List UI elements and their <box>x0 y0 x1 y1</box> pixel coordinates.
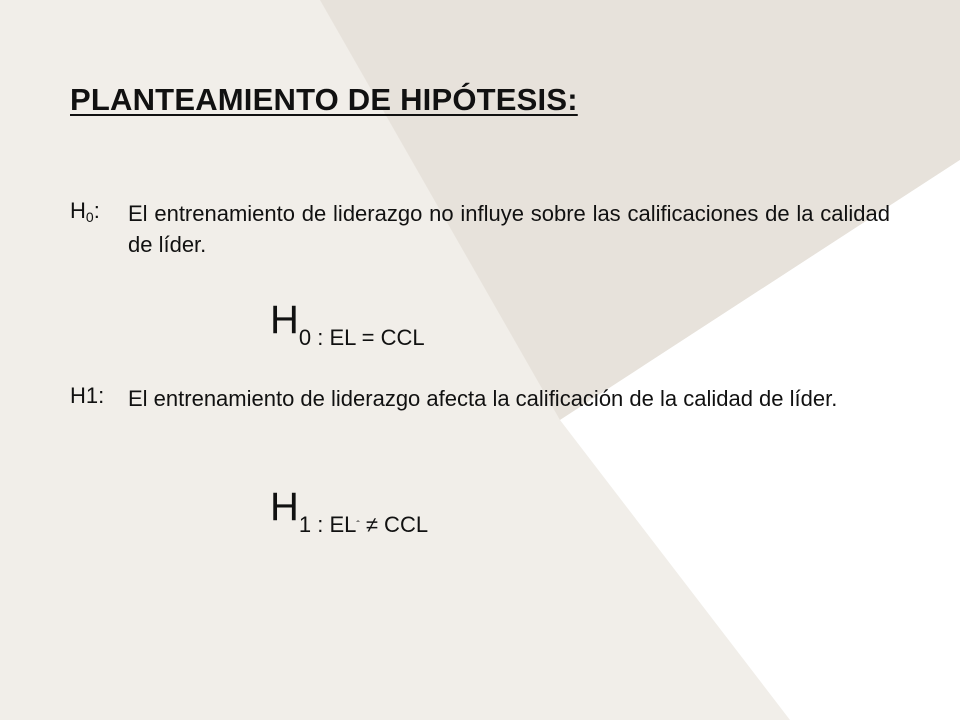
h0-text: El entrenamiento de liderazgo no influye sobre las calificaciones de la calidad de líder. <box>128 201 890 257</box>
h0-formula <box>270 298 425 350</box>
h0-label-colon: : <box>93 198 100 223</box>
h0-label <box>70 198 100 225</box>
h0-formula-rest: : EL = CCL <box>311 325 425 350</box>
h1-formula <box>270 485 429 537</box>
h1-formula-rest-a: : EL <box>311 512 357 537</box>
h0-formula-sub-digit: 0 <box>298 325 312 350</box>
h1-text: El entrenamiento de liderazgo afecta la calificación de la calidad de líder. <box>128 386 838 411</box>
h1-formula-tick: ˆ <box>356 520 360 531</box>
not-equal-sign: ≠ <box>365 512 378 537</box>
slide-title: PLANTEAMIENTO DE HIPÓTESIS: <box>70 82 578 117</box>
h1-label: H1: <box>70 383 105 408</box>
h1-formula-h: H <box>270 485 299 529</box>
h0-label-sub: 0 <box>85 209 94 225</box>
h0-label-letter: H <box>70 198 86 223</box>
h0-formula-h: H <box>270 298 299 342</box>
h1-formula-rest-b: CCL <box>377 512 429 537</box>
h1-formula-sub-digit: 1 <box>298 512 312 537</box>
h1-formula-sub <box>299 512 428 537</box>
h0-formula-sub <box>299 325 425 350</box>
